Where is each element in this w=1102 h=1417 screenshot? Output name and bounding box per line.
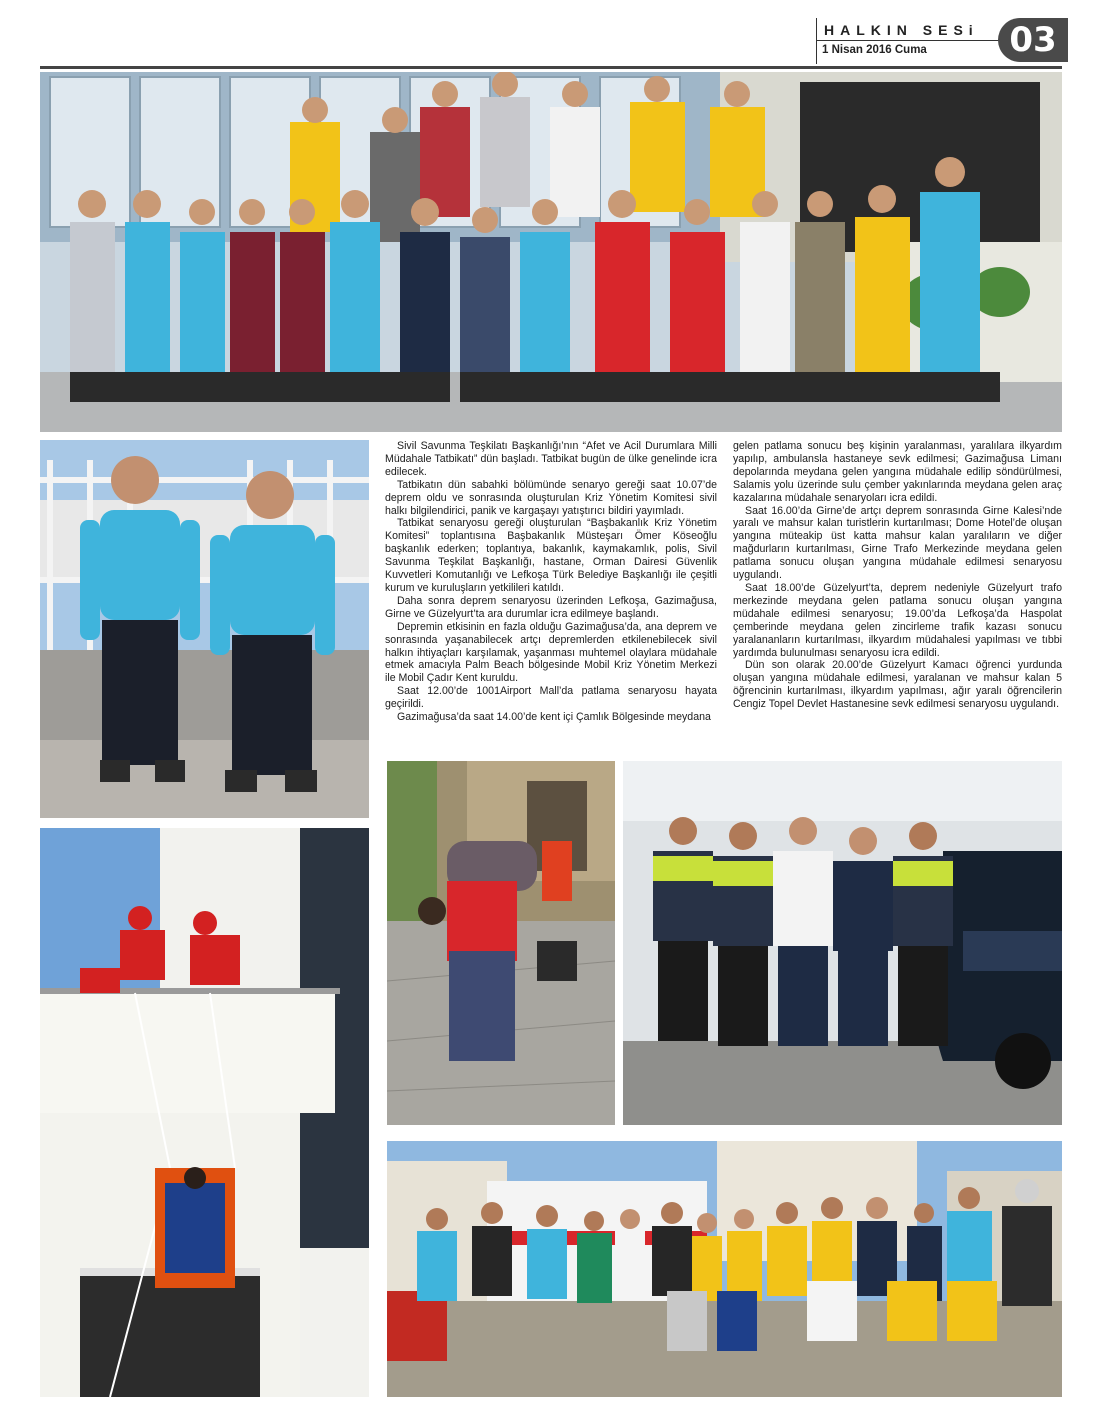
masthead [816, 18, 1066, 66]
photo-two-women [40, 440, 369, 818]
paragraph: Saat 12.00’de 1001Airport Mall’da patlama senaryosu hayata geçirildi. [385, 685, 717, 711]
photo-top-group [40, 72, 1062, 432]
photo-rope-rescue [40, 828, 369, 1397]
article-column-right [733, 440, 1062, 711]
paragraph: Saat 18.00’de Güzelyurt’ta, deprem nedeniyle Güzelyurt trafo merkezinde meydana gelen patlama sonucu oluşan yangına müdahale edilmesi senaryosu; 19.00’da Lefkoşa’da Haspolat çemberinde meydana gelen zincirleme trafik kazası sonucu yaralananların kurtarılması, ilkyardım müdahalesi yapılması ve tıbbi yardımda bulunulması senaryosu icra edildi. [733, 581, 1062, 659]
paragraph: gelen patlama sonucu beş kişinin yaralanması, yaralılara ilkyardım yapılıp, ambulansla hastaneye sevk edilmesi; Gazimağusa Limanı depolarında meydana gelen yangına müdahale edilip söndürülmesi, Salamis yolu üzerinde sulu çember yakınlarında meydana gelen araç kazalarına müdahale senaryoları icra edildi. [733, 440, 1062, 504]
photo-fireman-carry [387, 761, 615, 1125]
paragraph: Daha sonra deprem senaryosu üzerinden Lefkoşa, Gazimağusa, Girne ve Güzelyurt’ta ara durumlar icra edilmeye başlandı. [385, 594, 717, 620]
paragraph: Saat 16.00’da Girne’de artçı deprem sonrasında Girne Kalesi’nde yaralı ve mahsur kalan turistlerin kurtarılması; Dome Hotel’de oluşan yangına müteakip üst katta mahsur kalan yaralıların ve diğer mağdurların kurtarılması, Girne Trafo Merkezinde meydana gelen patlama sonucu oluşan yangına müdahale edilmesi senaryosu uygulandı. [733, 504, 1062, 582]
newspaper-name: HALKIN SESi [824, 22, 979, 38]
paragraph: Gazimağusa’da saat 14.00’de kent içi Çamlık Bölgesinde meydana [397, 711, 711, 724]
header-rule [40, 66, 1062, 69]
page-number: 03 [998, 18, 1068, 62]
masthead-rule [816, 40, 1006, 41]
paragraph: Depremin etkisinin en fazla olduğu Gazimağusa’da, ana deprem ve sonrasında yaşanabilecek artçı depremlerden etkilenebilecek sivil halkın ihtiyaçları karşılamak, yaşanması muhtemel olaylara müdahale etmek amacıyla Palm Beach bölgesinde Mobil Kriz Yönetim Merkezi ile Mobil Çadır Kent kuruldu. [385, 620, 717, 685]
photo-bottom-group [387, 1141, 1062, 1397]
issue-date: 1 Nisan 2016 Cuma [822, 44, 927, 56]
paragraph: Tatbikatın dün sabahki bölümünde senaryo gereği saat 10.07’de deprem oldu ve sonrasında oluşturulan Kriz Yönetim Komitesi sivil halkı bilgilendirici, panik ve kargaşayı yatıştırıcı bildiri yayımladı. [385, 478, 717, 517]
paragraph: Dün son olarak 20.00’de Güzelyurt Kamacı öğrenci yurdunda oluşan yangına müdahale edilmesi, yaralanan ve mahsur kalan 5 öğrencinin kurtarılması, ilkyardım yapılması, ağır yaralı öğrencilerin Cengiz Topel Devlet Hastanesine sevk edilmesi senaryosu uygulandı. [733, 659, 1062, 711]
article-column-left [385, 440, 717, 724]
masthead-divider [816, 18, 817, 64]
paragraph: Tatbikat senaryosu gereği oluşturulan “Başbakanlık Kriz Yönetim Komitesi” toplantısına Başbakanlık Müsteşarı Ömer Köseoğlu başkanlık ederken; toplantıya, bakanlık, kaymakamlık, polis, Sivil Savunma Teşkilat Başkanlığı, hastane, Orman Dairesi Güvenlik Kuvvetleri Komutanlığı ve Lefkoşa Türk Belediye Başkanlığı ile çeşitli kurum ve kuruluşların yetkilileri katıldı. [385, 517, 717, 594]
paragraph: Sivil Savunma Teşkilatı Başkanlığı’nın “Afet ve Acil Durumlara Milli Müdahale Tatbikatı” dün başladı. Tatbikat bugün de ülke genelinde icra edilecek. [385, 440, 717, 478]
photo-officers-car [623, 761, 1062, 1125]
